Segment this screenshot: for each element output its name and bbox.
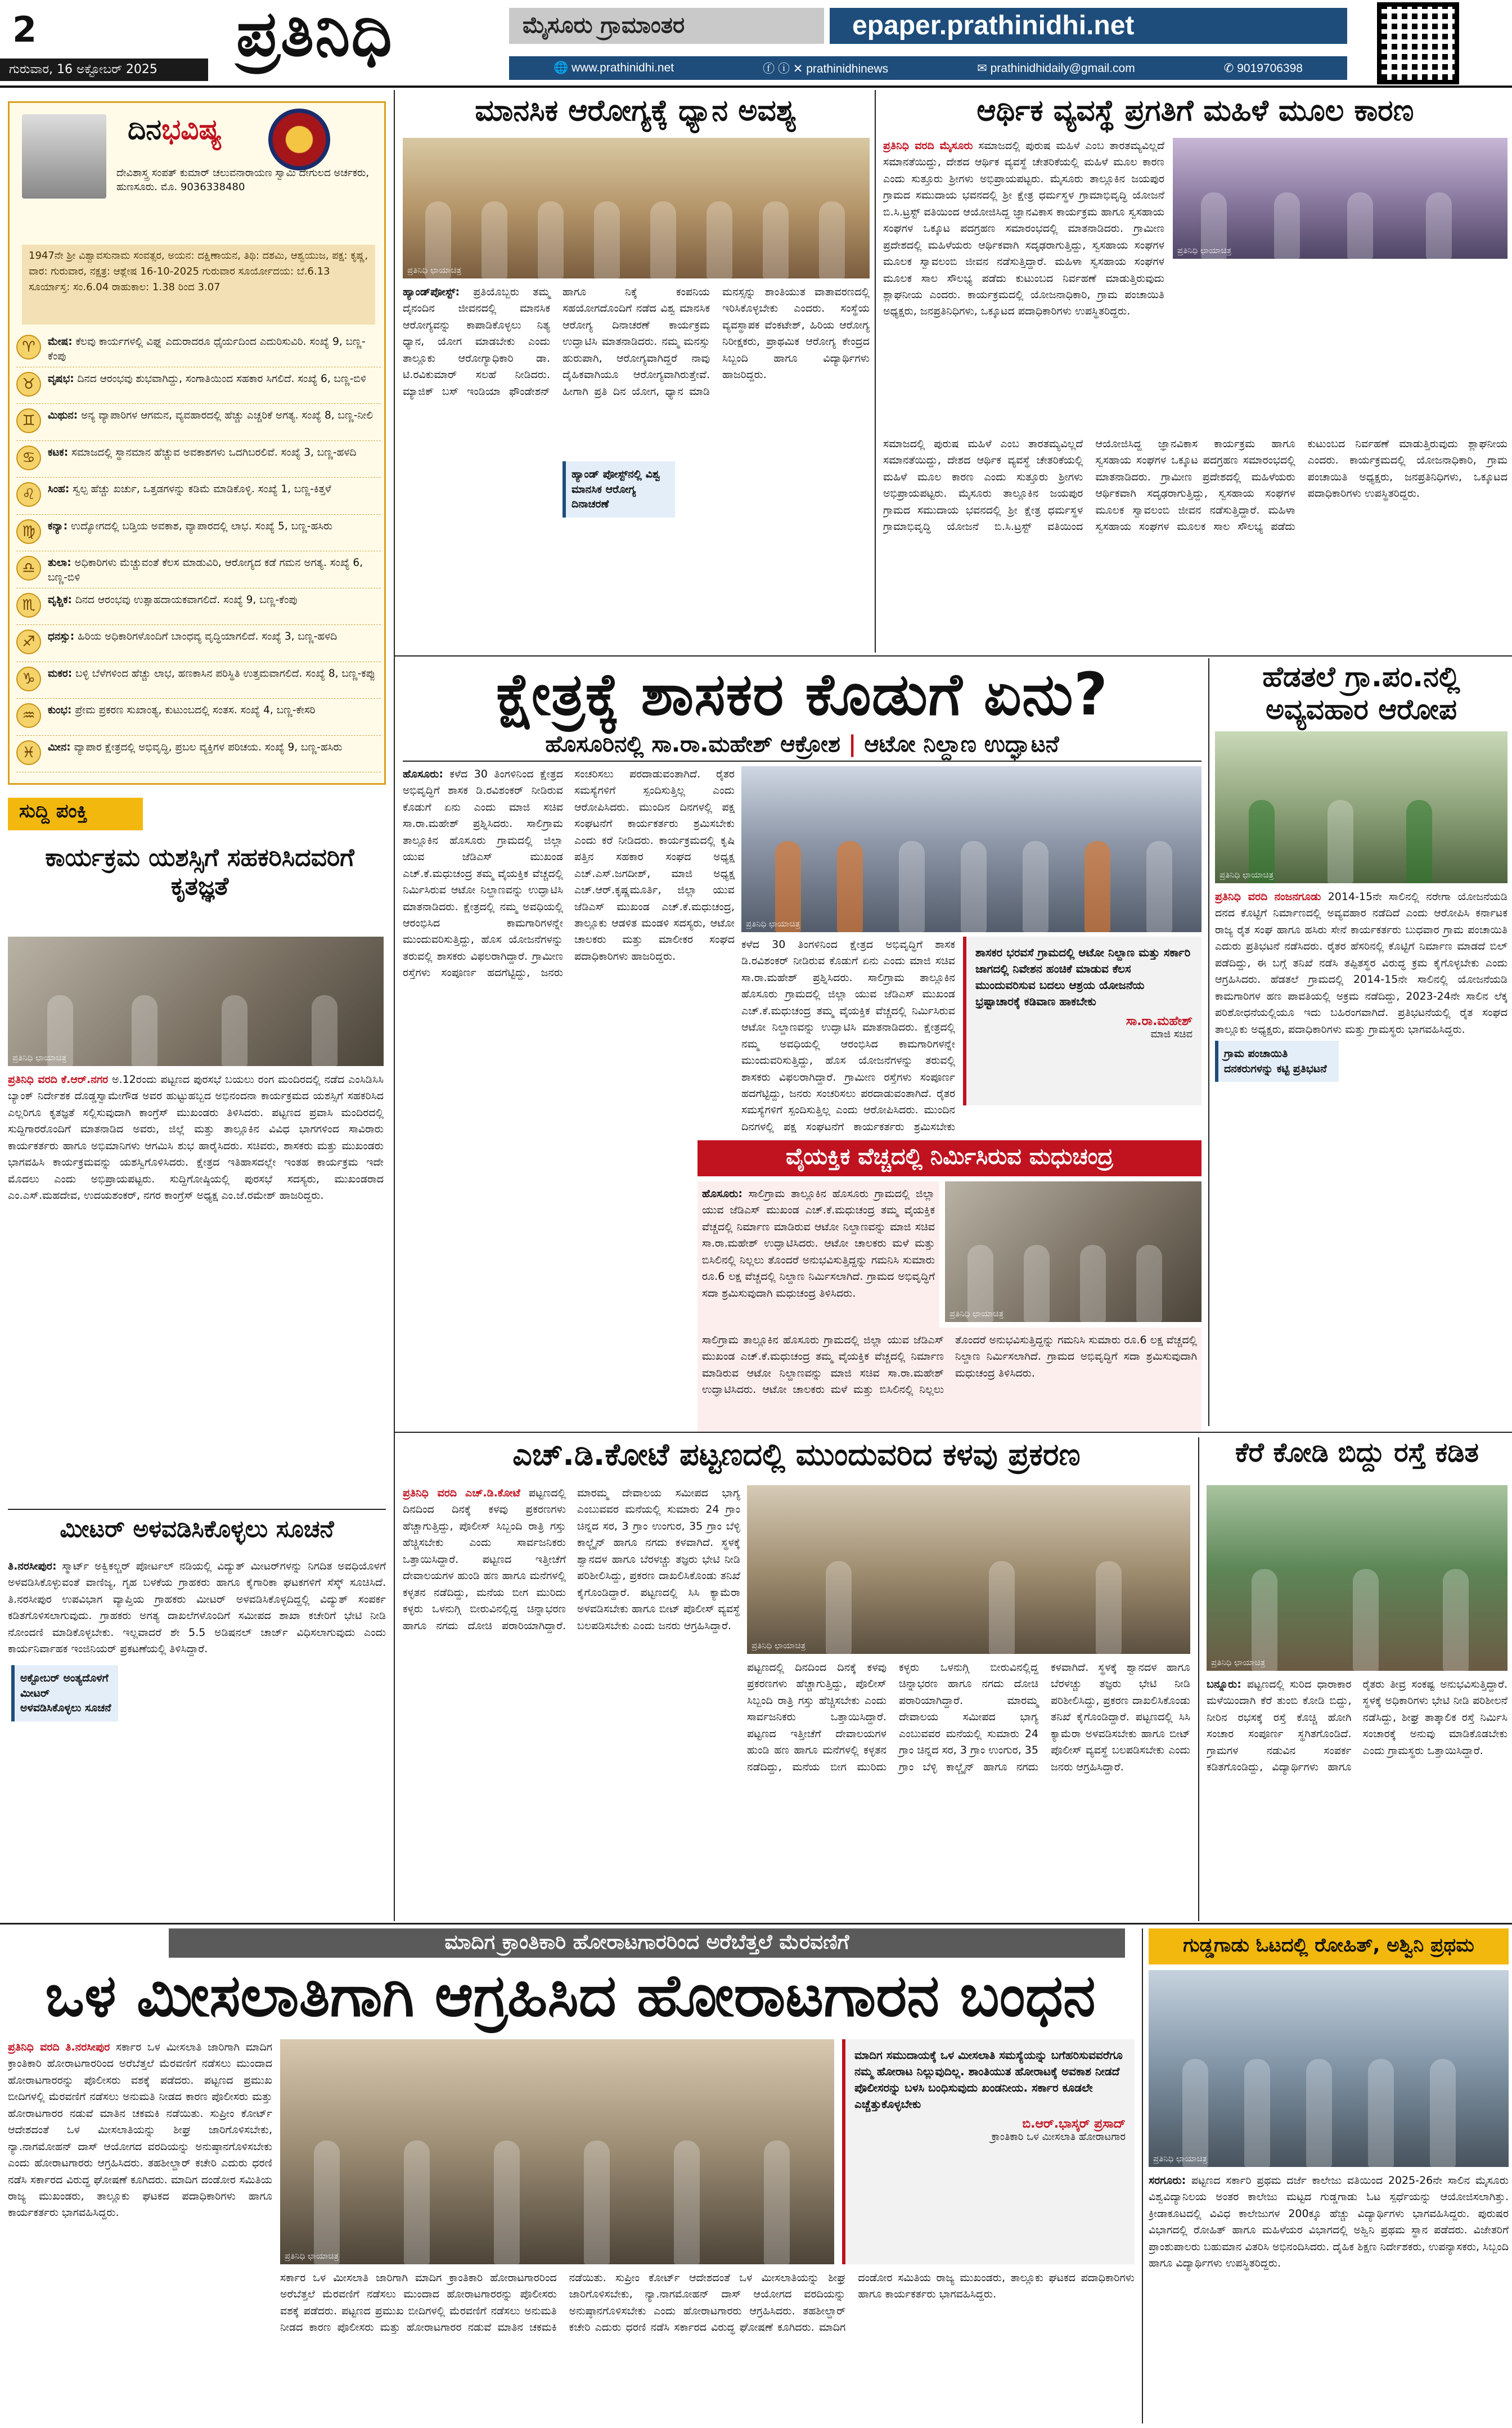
- hedathale-callout: ಗ್ರಾಮ ಪಂಚಾಯಿತಿ ದನಕರುಗಳನ್ನು ಕಟ್ಟಿ ಪ್ರತಿಭಟನೆ: [1215, 1041, 1339, 1082]
- lead-photo: [741, 766, 1202, 932]
- zodiac-item: [16, 478, 381, 515]
- photo-credit: ಪ್ರತಿನಿಧಿ ಛಾಯಾಚಿತ್ರ: [1177, 245, 1232, 255]
- zodiac-item: [16, 441, 381, 478]
- zodiac-item: [16, 367, 381, 404]
- zodiac-sign-icon: ♌: [16, 482, 41, 507]
- edition-name: ಮೈಸೂರು ಗ್ರಾಮಾಂತರ: [509, 8, 824, 44]
- horoscope-box: [8, 101, 386, 785]
- theft-headline: ಎಚ್.ಡಿ.ಕೋಟೆ ಪಟ್ಟಣದಲ್ಲಿ ಮುಂದುವರಿದ ಕಳವು ಪ್ರಕರಣ: [512, 1437, 1081, 1472]
- zodiac-list: [16, 330, 381, 772]
- hedathale-photo: [1215, 731, 1508, 883]
- zodiac-item: [16, 551, 381, 588]
- zodiac-item: [16, 404, 381, 441]
- photo-credit: ಪ್ರತಿನಿಧಿ ಛಾಯಾಚಿತ್ರ: [407, 265, 462, 275]
- zodiac-sign-icon: ♉: [16, 372, 41, 397]
- photo-credit: ಪ್ರತಿನಿಧಿ ಛಾಯಾಚಿತ್ರ: [746, 919, 800, 929]
- photo-credit: ಪ್ರತಿನಿಧಿ ಛಾಯಾಚಿತ್ರ: [1153, 2153, 1208, 2164]
- lead-box-title: ವೈಯಕ್ತಿಕ ವೆಚ್ಚದಲ್ಲಿ ನಿರ್ಮಿಸಿರುವ ಮಧುಚಂದ್ರ: [698, 1140, 1202, 1176]
- zodiac-sign-icon: ♊: [16, 408, 41, 433]
- kere-headline: ಕೆರೆ ಕೋಡಿ ಬಿದ್ದು ರಸ್ತೆ ಕಡಿತ: [1235, 1437, 1479, 1468]
- reservation-quote: ಮಾದಿಗ ಸಮುದಾಯಕ್ಕೆ ಒಳ ಮೀಸಲಾತಿ ಸಮಸ್ಯೆಯನ್ನು ಬಗೆಹರಿಸುವವರೆಗೂ ನಮ್ಮ ಹೋರಾಟ ನಿಲ್ಲುವುದಿಲ್ಲ. ಶಾಂತಿಯುತ ಹೋರಾಟಕ್ಕೆ ಅವಕಾಶ ನೀಡದೆ ಪೊಲೀಸರನ್ನು ಬಳಸಿ ಬಂಧಿಸುವುದು ಖಂಡನೀಯ. ಸರ್ಕಾರ ಕೂಡಲೇ ಎಚ್ಚೆತ್ತುಕೊಳ್ಳಬೇಕು ಬಿ.ಆರ್.ಭಾಸ್ಕರ್ ಪ್ರಸಾದ್ ಕ್ರಾಂತಿಕಾರಿ ಒಳ ಮೀಸಲಾತಿ ಹೋರಾಟಗಾರ: [842, 2039, 1135, 2264]
- economy-article: ಸಮಾಜದಲ್ಲಿ ಪುರುಷ ಮಹಿಳೆ ಎಂಬ ತಾರತಮ್ಯವಿಲ್ಲದೆ ಸಮಾನತೆಯಿದ್ದು, ದೇಶದ ಆರ್ಥಿಕ ವ್ಯವಸ್ಥೆ ಚೇತರಿಕೆಯಲ್ಲಿ ಮಹಿಳೆ ಮೂಲ ಕಾರಣ ಎಂದು ಸುತ್ತೂರು ಶ್ರೀಗಳು ಅಭಿಪ್ರಾಯಪಟ್ಟರು. ಮೈಸೂರು ತಾಲ್ಲೂಕಿನ ಜಯಪುರ ಗ್ರಾಮದ ಸಮುದಾಯ ಭವನದಲ್ಲಿ ಶ್ರೀ ಕ್ಷೇತ್ರ ಧರ್ಮಸ್ಥಳ ಗ್ರಾಮಾಭಿವೃದ್ಧಿ ಯೋಜನೆ ಬಿ.ಸಿ.ಟ್ರಸ್ಟ್ ವತಿಯಿಂದ ಆಯೋಜಿಸಿದ್ದ ಜ್ಞಾನವಿಕಾಸ ಕಾರ್ಯಕ್ರಮ ಹಾಗೂ ಸ್ವಸಹಾಯ ಸಂಘಗಳ ಒಕ್ಕೂಟ ಪದಗ್ರಹಣ ಸಮಾರಂಭದಲ್ಲಿ ಮಾತನಾಡಿದರು. ಗ್ರಾಮೀಣ ಪ್ರದೇಶದಲ್ಲಿ ಮಹಿಳೆಯರು ಆರ್ಥಿಕವಾಗಿ ಸದೃಢರಾಗುತ್ತಿದ್ದು, ಸ್ವಸಹಾಯ ಸಂಘಗಳ ಮೂಲಕ ಸ್ವಾವಲಂಬಿ ಜೀವನ ನಡೆಸುತ್ತಿದ್ದಾರೆ. ಮಹಿಳಾ ಸ್ವಸಹಾಯ ಸಂಘಗಳ ಮೂಲಕ ಸಾಲ ಸೌಲಭ್ಯ ಪಡೆದು ಕುಟುಂಬದ ನಿರ್ವಹಣೆ ಮಾಡುತ್ತಿರುವುದು ಶ್ಲಾಘನೀಯ ಎಂದರು. ಕಾರ್ಯಕ್ರಮದಲ್ಲಿ ಯೋಜನಾಧಿಕಾರಿ, ಗ್ರಾಮ ಪಂಚಾಯಿತಿ ಅಧ್ಯಕ್ಷರು, ಜನಪ್ರತಿನಿಧಿಗಳು, ಒಕ್ಕೂಟದ ಪದಾಧಿಕಾರಿಗಳು ಉಪಸ್ಥಿತರಿದ್ದರು.: [883, 438, 1508, 533]
- zodiac-wheel-icon: [268, 109, 330, 170]
- sports-headline: ಗುಡ್ಡಗಾಡು ಓಟದಲ್ಲಿ ರೋಹಿತ್, ಅಶ್ವಿನಿ ಪ್ರಥಮ: [1149, 1928, 1509, 1964]
- zodiac-sign-icon: ♋: [16, 446, 41, 470]
- section-tag: ಸುದ್ದಿ ಪಂಕ್ತಿ: [8, 798, 143, 830]
- photo-credit: ಪ್ರತಿನಿಧಿ ಛಾಯಾಚಿತ್ರ: [1220, 870, 1274, 880]
- newspaper-logo: ಪ್ರತಿನಿಧಿ: [236, 0, 393, 70]
- social-handle[interactable]: ⓕ ⓘ ✕ prathinidhinews: [763, 62, 889, 75]
- zodiac-sign-icon: ♍: [16, 519, 41, 544]
- theft-article-b: ಪಟ್ಟಣದಲ್ಲಿ ದಿನದಿಂದ ದಿನಕ್ಕೆ ಕಳವು ಪ್ರಕರಣಗಳು ಹೆಚ್ಚಾಗುತ್ತಿದ್ದು, ಪೊಲೀಸ್ ಸಿಬ್ಬಂದಿ ರಾತ್ರಿ ಗಸ್ತು ಹೆಚ್ಚಿಸಬೇಕು ಎಂದು ಸಾರ್ವಜನಿಕರು ಒತ್ತಾಯಿಸಿದ್ದಾರೆ. ಪಟ್ಟಣದ ಇತ್ತೀಚೆಗೆ ದೇವಾಲಯಗಳ ಹುಂಡಿ ಹಣ ಹಾಗೂ ಮನೆಗಳಲ್ಲಿ ಕಳ್ಳತನ ನಡೆದಿದ್ದು, ಮನೆಯ ಬೀಗ ಮುರಿದು ಕಳ್ಳರು ಒಳನುಗ್ಗಿ ಬೀರುವಿನಲ್ಲಿದ್ದ ಚಿನ್ನಾಭರಣ ಹಾಗೂ ನಗದು ದೋಚಿ ಪರಾರಿಯಾಗಿದ್ದಾರೆ. ಮಾರಮ್ಮ ದೇವಾಲಯ ಸಮೀಪದ ಭಾಗ್ಯ ಎಂಬುವವರ ಮನೆಯಲ್ಲಿ ಸುಮಾರು 24 ಗ್ರಾಂ ಚಿನ್ನದ ಸರ, 3 ಗ್ರಾಂ ಉಂಗುರ, 35 ಗ್ರಾಂ ಬೆಳ್ಳಿ ಕಾಲ್ಚೈನ್ ಹಾಗೂ ನಗದು ಕಳವಾಗಿದೆ. ಸ್ಥಳಕ್ಕೆ ಶ್ವಾನದಳ ಹಾಗೂ ಬೆರಳಚ್ಚು ತಜ್ಞರು ಭೇಟಿ ನೀಡಿ ಪರಿಶೀಲಿಸಿದ್ದು, ಪ್ರಕರಣ ದಾಖಲಿಸಿಕೊಂಡು ತನಿಖೆ ಕೈಗೊಂಡಿದ್ದಾರೆ. ಪಟ್ಟಣದಲ್ಲಿ ಸಿಸಿ ಕ್ಯಾಮೆರಾ ಅಳವಡಿಸಬೇಕು ಹಾಗೂ ಬೀಟ್ ಪೊಲೀಸ್ ವ್ಯವಸ್ಥೆ ಬಲಪಡಿಸಬೇಕು ಎಂದು ಜನರು ಆಗ್ರಹಿಸಿದ್ದಾರೆ.: [747, 1661, 1190, 1773]
- zodiac-reading: ಧನಸ್ಸು: ಹಿರಿಯ ಅಧಿಕಾರಿಗಳೊಂದಿಗೆ ಬಾಂಧವ್ಯ ವೃದ್ಧಿಯಾಗಲಿದೆ. ಸಂಖ್ಯೆ 3, ಬಣ್ಣ-ಹಳದಿ: [48, 631, 338, 642]
- photo-credit: ಪ್ರತಿನಿಧಿ ಛಾಯಾಚಿತ್ರ: [950, 1309, 1004, 1319]
- lead-subhead: ಹೊಸೂರಿನಲ್ಲಿ ಸಾ.ರಾ.ಮಹೇಶ್ ಆಕ್ರೋಶ | ಆಟೋ ನಿಲ್ದಾಣ ಉದ್ಘಾಟನೆ: [545, 731, 1059, 757]
- zodiac-reading: ಮಿಥುನ: ಅನ್ಯ ವ್ಯಾಪಾರಿಗಳ ಆಗಮನ, ವ್ಯವಹಾರದಲ್ಲಿ ಹೆಚ್ಚು ಎಚ್ಚರಿಕೆ ಅಗತ್ಯ. ಸಂಖ್ಯೆ 8, ಬಣ್ಣ-ನೀಲಿ: [48, 410, 373, 421]
- reservation-kicker: ಮಾದಿಗ ಕ್ರಾಂತಿಕಾರಿ ಹೋರಾಟಗಾರರಿಂದ ಅರೆಬೆತ್ತಲೆ ಮೆರವಣಿಗೆ: [169, 1928, 1125, 1958]
- photo-credit: ಪ್ರತಿನಿಧಿ ಛಾಯಾಚಿತ್ರ: [12, 1053, 67, 1063]
- email-link[interactable]: ✉ prathinidhidaily@gmail.com: [977, 61, 1135, 75]
- reservation-article-b: ಸರ್ಕಾರ ಒಳ ಮೀಸಲಾತಿ ಜಾರಿಗಾಗಿ ಮಾದಿಗ ಕ್ರಾಂತಿಕಾರಿ ಹೋರಾಟಗಾರರಿಂದ ಅರೆಬೆತ್ತಲೆ ಮೆರವಣಿಗೆ ನಡೆಸಲು ಮುಂದಾದ ಹೋರಾಟಗಾರರನ್ನು ಪೊಲೀಸರು ವಶಕ್ಕೆ ಪಡೆದರು. ಪಟ್ಟಣದ ಪ್ರಮುಖ ಬೀದಿಗಳಲ್ಲಿ ಮೆರವಣಿಗೆ ನಡೆಸಲು ಅನುಮತಿ ನೀಡದ ಕಾರಣ ಪೊಲೀಸರು ಮತ್ತು ಹೋರಾಟಗಾರರ ನಡುವೆ ಮಾತಿನ ಚಕಮಕಿ ನಡೆಯಿತು. ಸುಪ್ರೀಂ ಕೋರ್ಟ್ ಆದೇಶದಂತೆ ಒಳ ಮೀಸಲಾತಿಯನ್ನು ಶೀಘ್ರ ಜಾರಿಗೊಳಿಸಬೇಕು, ನ್ಯಾ.ನಾಗಮೋಹನ್ ದಾಸ್ ಆಯೋಗದ ವರದಿಯನ್ನು ಅನುಷ್ಠಾನಗೊಳಿಸಬೇಕು ಎಂದು ಹೋರಾಟಗಾರರು ಆಗ್ರಹಿಸಿದರು. ತಹಶೀಲ್ದಾರ್ ಕಚೇರಿ ಎದುರು ಧರಣಿ ನಡೆಸಿ ಸರ್ಕಾರದ ವಿರುದ್ಧ ಘೋಷಣೆ ಕೂಗಿದರು. ಮಾದಿಗ ದಂಡೋರ ಸಮಿತಿಯ ರಾಜ್ಯ ಮುಖಂಡರು, ತಾಲ್ಲೂಕು ಘಟಕದ ಪದಾಧಿಕಾರಿಗಳು ಹಾಗೂ ಕಾರ್ಯಕರ್ತರು ಭಾಗವಹಿಸಿದ್ದರು.: [280, 2272, 1135, 2334]
- zodiac-item: [16, 515, 381, 552]
- zodiac-sign-icon: ♈: [16, 335, 41, 359]
- qr-code[interactable]: [1377, 2, 1459, 84]
- astrologer-credit: ದೇವಿಶಾಸ್ತ್ರ ಸಂಪತ್ ಕುಮಾರ್ ಚಲುವನಾರಾಯಣ ಸ್ವಾಮಿ ದೇಗುಲದ ಅರ್ಚಕರು, ಹುಣಸೂರು. ಮೊ. 9036338480: [116, 167, 370, 194]
- zodiac-reading: ತುಲಾ: ಅಧಿಕಾರಿಗಳು ಮೆಚ್ಚುವಂತೆ ಕೆಲಸ ಮಾಡುವಿರಿ, ಆರೋಗ್ಯದ ಕಡೆ ಗಮನ ಅಗತ್ಯ. ಸಂಖ್ಯೆ 6, ಬಣ್ಣ-ಬಿಳಿ: [48, 557, 363, 583]
- zodiac-sign-icon: ♐: [16, 630, 41, 654]
- zodiac-item: [16, 330, 381, 367]
- zodiac-reading: ವೃಶ್ಚಿಕ: ದಿನದ ಆರಂಭವು ಉತ್ಸಾಹದಾಯಕವಾಗಲಿದೆ. ಸಂಖ್ಯೆ 9, ಬಣ್ಣ-ಕೆಂಪು: [48, 593, 298, 606]
- lead-box-article: ಹೊಸೂರು: ಸಾಲಿಗ್ರಾಮ ತಾಲ್ಲೂಕಿನ ಹೊಸೂರು ಗ್ರಾಮದಲ್ಲಿ ಜಿಲ್ಲಾ ಯುವ ಜೆಡಿಎಸ್ ಮುಖಂಡ ಎಚ್.ಕೆ.ಮಧುಚಂದ್ರ ತಮ್ಮ ವೈಯಕ್ತಿಕ ವೆಚ್ಚದಲ್ಲಿ ನಿರ್ಮಾಣ ಮಾಡಿರುವ ಆಟೋ ನಿಲ್ದಾಣವನ್ನು ಮಾಜಿ ಸಚಿವ ಸಾ.ರಾ.ಮಹೇಶ್ ಉದ್ಘಾಟಿಸಿದರು. ಆಟೋ ಚಾಲಕರು ಮಳೆ ಮತ್ತು ಬಿಸಿಲಿನಲ್ಲಿ ನಿಲ್ಲಲು ತೊಂದರೆ ಅನುಭವಿಸುತ್ತಿದ್ದನ್ನು ಗಮನಿಸಿ ಸುಮಾರು ರೂ.6 ಲಕ್ಷ ವೆಚ್ಚದಲ್ಲಿ ನಿಲ್ದಾಣ ನಿರ್ಮಿಸಲಾಗಿದೆ. ಗ್ರಾಮದ ಅಭಿವೃದ್ಧಿಗೆ ಸದಾ ಶ್ರಮಿಸುವುದಾಗಿ ಮಧುಚಂದ್ರ ತಿಳಿಸಿದರು.: [698, 1181, 939, 1418]
- reservation-article-a: ಪ್ರತಿನಿಧಿ ವರದಿ ತಿ.ನರಸೀಪುರ ಸರ್ಕಾರ ಒಳ ಮೀಸಲಾತಿ ಜಾರಿಗಾಗಿ ಮಾದಿಗ ಕ್ರಾಂತಿಕಾರಿ ಹೋರಾಟಗಾರರಿಂದ ಅರೆಬೆತ್ತಲೆ ಮೆರವಣಿಗೆ ನಡೆಸಲು ಮುಂದಾದ ಹೋರಾಟಗಾರರನ್ನು ಪೊಲೀಸರು ವಶಕ್ಕೆ ಪಡೆದರು. ಪಟ್ಟಣದ ಪ್ರಮುಖ ಬೀದಿಗಳಲ್ಲಿ ಮೆರವಣಿಗೆ ನಡೆಸಲು ಅನುಮತಿ ನೀಡದ ಕಾರಣ ಪೊಲೀಸರು ಮತ್ತು ಹೋರಾಟಗಾರರ ನಡುವೆ ಮಾತಿನ ಚಕಮಕಿ ನಡೆಯಿತು. ಸುಪ್ರೀಂ ಕೋರ್ಟ್ ಆದೇಶದಂತೆ ಒಳ ಮೀಸಲಾತಿಯನ್ನು ಶೀಘ್ರ ಜಾರಿಗೊಳಿಸಬೇಕು, ನ್ಯಾ.ನಾಗಮೋಹನ್ ದಾಸ್ ಆಯೋಗದ ವರದಿಯನ್ನು ಅನುಷ್ಠಾನಗೊಳಿಸಬೇಕು ಎಂದು ಹೋರಾಟಗಾರರು ಆಗ್ರಹಿಸಿದರು. ತಹಶೀಲ್ದಾರ್ ಕಚೇರಿ ಎದುರು ಧರಣಿ ನಡೆಸಿ ಸರ್ಕಾರದ ವಿರುದ್ಧ ಘೋಷಣೆ ಕೂಗಿದರು. ಮಾದಿಗ ದಂಡೋರ ಸಮಿತಿಯ ರಾಜ್ಯ ಮುಖಂಡರು, ತಾಲ್ಲೂಕು ಘಟಕದ ಪದಾಧಿಕಾರಿಗಳು ಹಾಗೂ ಕಾರ್ಯಕರ್ತರು ಭಾಗವಹಿಸಿದ್ದರು.: [8, 2041, 272, 2219]
- zodiac-reading: ಕುಂಭ: ಪ್ರೇಮ ಪ್ರಕರಣ ಸುಖಾಂತ್ಯ, ಕುಟುಂಬದಲ್ಲಿ ಸಂತಸ. ಸಂಖ್ಯೆ 4, ಬಣ್ಣ-ಕೇಸರಿ: [48, 704, 316, 716]
- lead-quote: ಶಾಸಕರ ಭರವಸೆ ಗ್ರಾಮದಲ್ಲಿ ಆಟೋ ನಿಲ್ದಾಣ ಮತ್ತು ಸರ್ಕಾರಿ ಜಾಗದಲ್ಲಿ ನಿವೇಶನ ಹಂಚಿಕೆ ಮಾಡುವ ಕೆಲಸ ಮುಂದುವರಿಸುವ ಬದಲು ಆಶ್ರಯ ಯೋಜನೆಯ ಭ್ರಷ್ಟಾಚಾರಕ್ಕೆ ಕಡಿವಾಣ ಹಾಕಬೇಕು ಸಾ.ರಾ.ಮಹೇಶ್ ಮಾಜಿ ಸಚಿವ: [963, 937, 1202, 1105]
- economy-headline: ಆರ್ಥಿಕ ವ್ಯವಸ್ಥೆ ಪ್ರಗತಿಗೆ ಮಹಿಳೆ ಮೂಲ ಕಾರಣ: [976, 94, 1414, 128]
- sudda-headline: ಕಾರ್ಯಕ್ರಮ ಯಶಸ್ಸಿಗೆ ಸಹಕರಿಸಿದವರಿಗೆ ಕೃತಜ್ಞತೆ: [45, 843, 354, 901]
- sports-photo: [1149, 1970, 1509, 2167]
- theft-article-a: ಪ್ರತಿನಿಧಿ ವರದಿ ಎಚ್.ಡಿ.ಕೋಟೆ ಪಟ್ಟಣದಲ್ಲಿ ದಿನದಿಂದ ದಿನಕ್ಕೆ ಕಳವು ಪ್ರಕರಣಗಳು ಹೆಚ್ಚಾಗುತ್ತಿದ್ದು, ಪೊಲೀಸ್ ಸಿಬ್ಬಂದಿ ರಾತ್ರಿ ಗಸ್ತು ಹೆಚ್ಚಿಸಬೇಕು ಎಂದು ಸಾರ್ವಜನಿಕರು ಒತ್ತಾಯಿಸಿದ್ದಾರೆ. ಪಟ್ಟಣದ ಇತ್ತೀಚೆಗೆ ದೇವಾಲಯಗಳ ಹುಂಡಿ ಹಣ ಹಾಗೂ ಮನೆಗಳಲ್ಲಿ ಕಳ್ಳತನ ನಡೆದಿದ್ದು, ಮನೆಯ ಬೀಗ ಮುರಿದು ಕಳ್ಳರು ಒಳನುಗ್ಗಿ ಬೀರುವಿನಲ್ಲಿದ್ದ ಚಿನ್ನಾಭರಣ ಹಾಗೂ ನಗದು ದೋಚಿ ಪರಾರಿಯಾಗಿದ್ದಾರೆ. ಮಾರಮ್ಮ ದೇವಾಲಯ ಸಮೀಪದ ಭಾಗ್ಯ ಎಂಬುವವರ ಮನೆಯಲ್ಲಿ ಸುಮಾರು 24 ಗ್ರಾಂ ಚಿನ್ನದ ಸರ, 3 ಗ್ರಾಂ ಉಂಗುರ, 35 ಗ್ರಾಂ ಬೆಳ್ಳಿ ಕಾಲ್ಚೈನ್ ಹಾಗೂ ನಗದು ಕಳವಾಗಿದೆ. ಸ್ಥಳಕ್ಕೆ ಶ್ವಾನದಳ ಹಾಗೂ ಬೆರಳಚ್ಚು ತಜ್ಞರು ಭೇಟಿ ನೀಡಿ ಪರಿಶೀಲಿಸಿದ್ದು, ಪ್ರಕರಣ ದಾಖಲಿಸಿಕೊಂಡು ತನಿಖೆ ಕೈಗೊಂಡಿದ್ದಾರೆ. ಪಟ್ಟಣದಲ್ಲಿ ಸಿಸಿ ಕ್ಯಾಮೆರಾ ಅಳವಡಿಸಬೇಕು ಹಾಗೂ ಬೀಟ್ ಪೊಲೀಸ್ ವ್ಯವಸ್ಥೆ ಬಲಪಡಿಸಬೇಕು ಎಂದು ಜನರು ಆಗ್ರಹಿಸಿದ್ದಾರೆ.: [403, 1487, 740, 1632]
- mental-headline: ಮಾನಸಿಕ ಆರೋಗ್ಯಕ್ಕೆ ಧ್ಯಾನ ಅವಶ್ಯ: [475, 94, 796, 128]
- economy-photo: [1173, 138, 1508, 259]
- zodiac-reading: ಮೀನ: ವ್ಯಾಪಾರ ಕ್ಷೇತ್ರದಲ್ಲಿ ಅಭಿವೃದ್ಧಿ, ಪ್ರಬಲ ವ್ಯಕ್ತಿಗಳ ಪರಿಚಯ. ಸಂಖ್ಯೆ 9, ಬಣ್ಣ-ಹಸಿರು: [48, 741, 343, 753]
- sudda-photo: [8, 937, 384, 1066]
- website-link[interactable]: 🌐 www.prathinidhi.net: [554, 61, 674, 74]
- hedathale-headline: ಹೆಡತಲೆ ಗ್ರಾ.ಪಂ.ನಲ್ಲಿ ಅವ್ಯವಹಾರ ಆರೋಪ: [1262, 660, 1460, 726]
- mental-article: ಹ್ಯಾಂಡ್‌ಪೋಸ್ಟ್: ಪ್ರತಿಯೊಬ್ಬರು ತಮ್ಮ ದೈನಂದಿನ ಜೀವನದಲ್ಲಿ ಮಾನಸಿಕ ಆರೋಗ್ಯವನ್ನು ಕಾಪಾಡಿಕೊಳ್ಳಲು ನಿತ್ಯ ಧ್ಯಾನ, ಯೋಗ ಮಾಡಬೇಕು ಎಂದು ತಾಲ್ಲೂಕು ಆರೋಗ್ಯಾಧಿಕಾರಿ ಡಾ. ಟಿ.ರವಿಕುಮಾರ್ ಸಲಹೆ ನೀಡಿದರು. ಮ್ಯಾಜಿಕ್ ಬಸ್ ಇಂಡಿಯಾ ಫೌಂಡೇಶನ್ ಹಾಗೂ ನಿಕ್ಕೆ ಕಂಪನಿಯ ಸಹಯೋಗದೊಂದಿಗೆ ನಡೆದ ವಿಶ್ವ ಮಾನಸಿಕ ಆರೋಗ್ಯ ದಿನಾಚರಣೆ ಕಾರ್ಯಕ್ರಮ ಉದ್ಘಾಟಿಸಿ ಮಾತನಾಡಿದರು. ನಮ್ಮ ಮನಸ್ಸು ಹುರುಪಾಗಿ, ಆರೋಗ್ಯವಾಗಿದ್ದರೆ ನಾವು ದೈಹಿಕವಾಗಿಯೂ ಆರೋಗ್ಯವಾಗಿರುತ್ತೇವೆ. ಹೀಗಾಗಿ ಪ್ರತಿ ದಿನ ಯೋಗ, ಧ್ಯಾನ ಮಾಡಿ ಮನಸ್ಸನ್ನು ಶಾಂತಿಯುತ ವಾತಾವರಣದಲ್ಲಿ ಇರಿಸಿಕೊಳ್ಳಬೇಕು ಎಂದರು. ಸಂಸ್ಥೆಯ ವ್ಯವಸ್ಥಾಪಕ ವೆಂಕಟೇಶ್, ಹಿರಿಯ ಆರೋಗ್ಯ ನಿರೀಕ್ಷಕರು, ಪ್ರಾಥಮಿಕ ಆರೋಗ್ಯ ಕೇಂದ್ರದ ಸಿಬ್ಬಂದಿ ಹಾಗೂ ವಿದ್ಯಾರ್ಥಿಗಳು ಹಾಜರಿದ್ದರು.: [403, 286, 870, 398]
- photo-credit: ಪ್ರತಿನಿಧಿ ಛಾಯಾಚಿತ್ರ: [752, 1640, 806, 1651]
- zodiac-item: [16, 588, 381, 626]
- kere-photo: [1207, 1485, 1508, 1671]
- zodiac-sign-icon: ♏: [16, 593, 41, 618]
- sports-article: ಸರಗೂರು: ಪಟ್ಟಣದ ಸರ್ಕಾರಿ ಪ್ರಥಮ ದರ್ಜೆ ಕಾಲೇಜು ವತಿಯಿಂದ 2025-26ನೇ ಸಾಲಿನ ಮೈಸೂರು ವಿಶ್ವವಿದ್ಯಾನಿಲಯ ಅಂತರ ಕಾಲೇಜು ಮಟ್ಟದ ಗುಡ್ಡಗಾಡು ಓಟ ಸ್ಪರ್ಧೆಯನ್ನು ಆಯೋಜಿಸಲಾಗಿತ್ತು. ಕ್ರೀಡಾಕೂಟದಲ್ಲಿ ವಿವಿಧ ಕಾಲೇಜುಗಳ 200ಕ್ಕೂ ಹೆಚ್ಚು ವಿದ್ಯಾರ್ಥಿಗಳು ಭಾಗವಹಿಸಿದ್ದರು. ಪುರುಷರ ವಿಭಾಗದಲ್ಲಿ ರೋಹಿತ್ ಹಾಗೂ ಮಹಿಳೆಯರ ವಿಭಾಗದಲ್ಲಿ ಅಶ್ವಿನಿ ಪ್ರಥಮ ಸ್ಥಾನ ಪಡೆದರು. ವಿಜೇತರಿಗೆ ಪ್ರಾಂಶುಪಾಲರು ಬಹುಮಾನ ವಿತರಿಸಿ ಅಭಿನಂದಿಸಿದರು. ದೈಹಿಕ ಶಿಕ್ಷಣ ನಿರ್ದೇಶಕರು, ಉಪನ್ಯಾಸಕರು, ಸಿಬ್ಬಂದಿ ಹಾಗೂ ವಿದ್ಯಾರ್ಥಿಗಳು ಉಪಸ್ಥಿತರಿದ್ದರು.: [1149, 2174, 1509, 2270]
- meter-callout: ಅಕ್ಟೋಬರ್ ಅಂತ್ಯದೊಳಗೆ ಮೀಟರ್ ಅಳವಡಿಸಿಕೊಳ್ಳಲು ಸೂಚನೆ: [11, 1665, 118, 1721]
- kere-article: ಬನ್ನೂರು: ಪಟ್ಟಣದಲ್ಲಿ ಸುರಿದ ಧಾರಾಕಾರ ಮಳೆಯಿಂದಾಗಿ ಕೆರೆ ತುಂಬಿ ಕೋಡಿ ಬಿದ್ದು, ನೀರಿನ ರಭಸಕ್ಕೆ ರಸ್ತೆ ಕೊಚ್ಚಿ ಹೋಗಿ ಸಂಚಾರ ಸಂಪೂರ್ಣ ಸ್ಥಗಿತಗೊಂಡಿದೆ. ಗ್ರಾಮಗಳ ನಡುವಿನ ಸಂಪರ್ಕ ಕಡಿತಗೊಂಡಿದ್ದು, ವಿದ್ಯಾರ್ಥಿಗಳು ಹಾಗೂ ರೈತರು ತೀವ್ರ ಸಂಕಷ್ಟ ಅನುಭವಿಸುತ್ತಿದ್ದಾರೆ. ಸ್ಥಳಕ್ಕೆ ಅಧಿಕಾರಿಗಳು ಭೇಟಿ ನೀಡಿ ಪರಿಶೀಲನೆ ನಡೆಸಿದ್ದು, ಶೀಘ್ರ ತಾತ್ಕಾಲಿಕ ರಸ್ತೆ ನಿರ್ಮಿಸಿ ಸಂಚಾರಕ್ಕೆ ಅನುವು ಮಾಡಿಕೊಡಬೇಕು ಎಂದು ಗ್ರಾಮಸ್ಥರು ಒತ್ತಾಯಿಸಿದ್ದಾರೆ.: [1207, 1678, 1508, 1774]
- zodiac-item: [16, 625, 381, 662]
- photo-credit: ಪ್ರತಿನಿಧಿ ಛಾಯಾಚಿತ್ರ: [285, 2251, 339, 2261]
- phone-number: ✆ 9019706398: [1223, 61, 1303, 75]
- reservation-headline: ಒಳ ಮೀಸಲಾತಿಗಾಗಿ ಆಗ್ರಹಿಸಿದ ಹೋರಾಟಗಾರನ ಬಂಧನ: [45, 1961, 1096, 2030]
- zodiac-reading: ವೃಷಭ: ದಿನದ ಆರಂಭವು ಶುಭವಾಗಿದ್ದು, ಸಂಗಾತಿಯಿಂದ ಸಹಕಾರ ಸಿಗಲಿದೆ. ಸಂಖ್ಯೆ 6, ಬಣ್ಣ-ಬಿಳಿ: [48, 372, 366, 385]
- lead-box-photo: [945, 1181, 1202, 1322]
- horoscope-title: ದಿನಭವಿಷ್ಯ: [128, 113, 222, 146]
- meter-article: ತಿ.ನರಸೀಪುರ: ಸ್ಮಾರ್ಟ್ ಅಕ್ವಿಕಲ್ಚರ್ ಪೋರ್ಟಲ್ ನಡಿಯಲ್ಲಿ ವಿದ್ಯುತ್ ಮೀಟರ್‌ಗಳನ್ನು ನಿಗದಿತ ಅವಧಿಯೊಳಗೆ ಅಳವಡಿಸಿಕೊಳ್ಳುವಂತೆ ವಾಣಿಜ್ಯ, ಗೃಹ ಬಳಕೆಯ ಗ್ರಾಹಕರು ಹಾಗೂ ಕೈಗಾರಿಕಾ ಘಟಕಗಳಿಗೆ ಸೆಸ್ಕ್ ಸೂಚಿಸಿದೆ. ತಿ.ನರಸೀಪುರ ಉಪವಿಭಾಗ ವ್ಯಾಪ್ತಿಯ ಗ್ರಾಹಕರು ಮೀಟರ್ ಅಳವಡಿಸಿಕೊಳ್ಳದಿದ್ದಲ್ಲಿ ವಿದ್ಯುತ್ ಸಂಪರ್ಕ ಕಡಿತಗೊಳಿಸಲಾಗುವುದು. ಗ್ರಾಹಕರು ಅಗತ್ಯ ದಾಖಲೆಗಳೊಂದಿಗೆ ಸಮೀಪದ ಶಾಖಾ ಕಚೇರಿಗೆ ಭೇಟಿ ನೀಡಿ ನೋಂದಣಿ ಮಾಡಿಕೊಳ್ಳಬೇಕು. ಇಲ್ಲವಾದರೆ ಶೇ 5.5 ಅಡಿಷನಲ್ ಚಾರ್ಜ್ ವಿಧಿಸಲಾಗುವುದು ಎಂದು ಕಾರ್ಯನಿರ್ವಾಹಕ ಇಂಜಿನಿಯರ್ ಪ್ರಕಟಣೆಯಲ್ಲಿ ತಿಳಿಸಿದ್ದಾರೆ.: [8, 1560, 386, 1656]
- hedathale-article: ಪ್ರತಿನಿಧಿ ವರದಿ ನಂಜನಗೂಡು 2014-15ನೇ ಸಾಲಿನಲ್ಲಿ ನರೇಗಾ ಯೋಜನೆಯಡಿ ದನದ ಕೊಟ್ಟಿಗೆ ನಿರ್ಮಾಣದಲ್ಲಿ ಅವ್ಯವಹಾರ ನಡೆದಿದೆ ಎಂದು ಆರೋಪಿಸಿ ಕರ್ನಾಟಕ ರಾಜ್ಯ ರೈತ ಸಂಘ ಹಾಗೂ ಹಸಿರು ಸೇನೆ ಕಾರ್ಯಕರ್ತರು ಬುಧವಾರ ಗ್ರಾಮ ಪಂಚಾಯಿತಿ ಎದುರು ಪ್ರತಿಭಟನೆ ನಡೆಸಿದರು. ರೈತರ ಹೆಸರಿನಲ್ಲಿ ಕೊಟ್ಟಿಗೆ ನಿರ್ಮಾಣ ಮಾಡದೆ ಬಿಲ್ ಪಡೆದಿದ್ದು, ಈ ಬಗ್ಗೆ ತನಿಖೆ ನಡೆಸಿ ತಪ್ಪಿತಸ್ಥರ ವಿರುದ್ಧ ಕ್ರಮ ಕೈಗೊಳ್ಳಬೇಕು ಎಂದು ಆಗ್ರಹಿಸಿದರು. ಹೆಡತಲೆ ಗ್ರಾಮದಲ್ಲಿ 2014-15ನೇ ಸಾಲಿನಲ್ಲಿ ಯೋಜನೆಯಡಿ ಕಾಮಗಾರಿಗಳ ಹಣ ಪಾವತಿಯಲ್ಲಿ ಅಕ್ರಮ ನಡೆದಿದ್ದು, 2023-24ನೇ ಸಾಲಿನ ಲೆಕ್ಕ ಪರಿಶೋಧನೆಯಲ್ಲಿಯೂ ಇದು ಬಹಿರಂಗವಾಗಿದೆ. ಪ್ರತಿಭಟನೆಯಲ್ಲಿ ರೈತ ಸಂಘದ ತಾಲ್ಲೂಕು ಅಧ್ಯಕ್ಷರು, ಪದಾಧಿಕಾರಿಗಳು ಮತ್ತು ಗ್ರಾಮಸ್ಥರು ಭಾಗವಹಿಸಿದ್ದರು.: [1215, 891, 1508, 1036]
- zodiac-item: [16, 699, 381, 736]
- meter-headline: ಮೀಟರ್ ಅಳವಡಿಸಿಕೊಳ್ಳಲು ಸೂಚನೆ: [60, 1515, 334, 1543]
- page-number: 2: [12, 9, 37, 50]
- issue-date: ಗುರುವಾರ, 16 ಅಕ್ಟೋಬರ್ 2025: [0, 59, 208, 81]
- zodiac-sign-icon: ♒: [16, 703, 41, 728]
- zodiac-sign-icon: ♎: [16, 556, 41, 581]
- mental-photo: [403, 138, 870, 278]
- epaper-url[interactable]: epaper.prathinidhi.net: [830, 8, 1347, 44]
- zodiac-reading: ಮೇಷ: ಕೆಲವು ಕಾರ್ಯಗಳಲ್ಲಿ ವಿಘ್ನ ಎದುರಾದರೂ ಧೈರ್ಯದಿಂದ ಎದುರಿಸುವಿರಿ. ಸಂಖ್ಯೆ 9, ಬಣ್ಣ-ಕೆಂಪು: [48, 336, 366, 362]
- zodiac-reading: ಮಕರ: ಬಳ್ಳಿ ಬೆಳೆಗಳಿಂದ ಹೆಚ್ಚು ಲಾಭ, ಹಣಕಾಸಿನ ಪರಿಸ್ಥಿತಿ ಉತ್ತಮವಾಗಲಿದೆ. ಸಂಖ್ಯೆ 8, ಬಣ್ಣ-ಕಪ್ಪು: [48, 667, 376, 680]
- sudda-article: ಪ್ರತಿನಿಧಿ ವರದಿ ಕೆ.ಆರ್.ನಗರ ಅ.12ರಂದು ಪಟ್ಟಣದ ಪುರಸಭೆ ಬಯಲು ರಂಗ ಮಂದಿರದಲ್ಲಿ ನಡೆದ ಎಂಸಿಡಿಸಿಸಿ ಬ್ಯಾಂಕ್ ನಿರ್ದೇಶಕ ದೊಡ್ಡಸ್ವಾಮೇಗೌಡ ಅವರ ಹುಟ್ಟುಹಬ್ಬದ ಅಭಿನಂದನಾ ಕಾರ್ಯಕ್ರಮದ ಯಶಸ್ಸಿಗೆ ಸಹಕರಿಸಿದ ಎಲ್ಲರಿಗೂ ಕೃತಜ್ಞತೆ ಸಲ್ಲಿಸುವುದಾಗಿ ಕಾಂಗ್ರೆಸ್ ಮುಖಂಡರು ತಿಳಿಸಿದರು. ಪಟ್ಟಣದ ಪ್ರವಾಸಿ ಮಂದಿರದಲ್ಲಿ ಸುದ್ದಿಗಾರರೊಂದಿಗೆ ಮಾತನಾಡಿದ ಅವರು, ಜಿಲ್ಲೆ ಮತ್ತು ತಾಲ್ಲೂಕಿನ ವಿವಿಧ ಭಾಗಗಳಿಂದ ಸಾವಿರಾರು ಕಾರ್ಯಕರ್ತರು ಹಾಗೂ ಅಭಿಮಾನಿಗಳು ಆಗಮಿಸಿ ಶುಭ ಹಾರೈಸಿದರು. ಸಚಿವರು, ಶಾಸಕರು ಮತ್ತು ಮುಖಂಡರು ಭಾಗವಹಿಸಿ ಕಾರ್ಯಕ್ರಮವನ್ನು ಯಶಸ್ವಿಗೊಳಿಸಿದರು. ಕ್ಷೇತ್ರದ ಇತಿಹಾಸದಲ್ಲೇ ಇಂತಹ ಕಾರ್ಯಕ್ರಮ ಇದೇ ಮೊದಲು ಎಂದು ಅಭಿಪ್ರಾಯಪಟ್ಟರು. ಸುದ್ದಿಗೋಷ್ಠಿಯಲ್ಲಿ ಪುರಸಭೆ ಸದಸ್ಯರು, ಮುಖಂಡರಾದ ಎಂ.ಎಸ್.ಮಹದೇವ, ಉದಯಶಂಕರ್, ನಗರ ಕಾಂಗ್ರೆಸ್ ಅಧ್ಯಕ್ಷ ಎಂ.ಜೆ.ರಮೇಶ್ ಹಾಜರಿದ್ದರು.: [8, 1073, 384, 1202]
- zodiac-sign-icon: ♑: [16, 667, 41, 691]
- zodiac-sign-icon: ♓: [16, 740, 41, 765]
- lead-article-2: ಕಳೆದ 30 ತಿಂಗಳಿನಿಂದ ಕ್ಷೇತ್ರದ ಅಭಿವೃದ್ಧಿಗೆ ಶಾಸಕ ಡಿ.ರವಿಶಂಕರ್ ನೀಡಿರುವ ಕೊಡುಗೆ ಏನು ಎಂದು ಮಾಜಿ ಸಚಿವ ಸಾ.ರಾ.ಮಹೇಶ್ ಪ್ರಶ್ನಿಸಿದರು. ಸಾಲಿಗ್ರಾಮ ತಾಲ್ಲೂಕಿನ ಹೊಸೂರು ಗ್ರಾಮದಲ್ಲಿ ಜಿಲ್ಲಾ ಯುವ ಜೆಡಿಎಸ್ ಮುಖಂಡ ಎಚ್.ಕೆ.ಮಧುಚಂದ್ರ ತಮ್ಮ ವೈಯಕ್ತಿಕ ವೆಚ್ಚದಲ್ಲಿ ನಿರ್ಮಿಸಿರುವ ಆಟೋ ನಿಲ್ದಾಣವನ್ನು ಉದ್ಘಾಟಿಸಿ ಮಾತನಾಡಿದರು. ಕ್ಷೇತ್ರದಲ್ಲಿ ನಮ್ಮ ಅವಧಿಯಲ್ಲಿ ಆರಂಭಿಸಿದ ಕಾಮಗಾರಿಗಳನ್ನೇ ಮುಂದುವರಿಸುತ್ತಿದ್ದು, ಹೊಸ ಯೋಜನೆಗಳನ್ನು ತರುವಲ್ಲಿ ಶಾಸಕರು ವಿಫಲರಾಗಿದ್ದಾರೆ. ಗ್ರಾಮೀಣ ರಸ್ತೆಗಳು ಸಂಪೂರ್ಣ ಹದಗೆಟ್ಟಿದ್ದು, ಜನರು ಸಂಚರಿಸಲು ಪರದಾಡುವಂತಾಗಿದೆ. ರೈತರ ಸಮಸ್ಯೆಗಳಿಗೆ ಸ್ಪಂದಿಸುತ್ತಿಲ್ಲ ಎಂದು ಆರೋಪಿಸಿದರು. ಮುಂದಿನ ದಿನಗಳಲ್ಲಿ ಪಕ್ಷ ಸಂಘಟನೆಗೆ ಕಾರ್ಯಕರ್ತರು ಶ್ರಮಿಸಬೇಕು: [741, 938, 955, 1133]
- zodiac-reading: ಸಿಂಹ: ಸ್ವಲ್ಪ ಹೆಚ್ಚು ಖರ್ಚು, ಒತ್ತಡಗಳನ್ನು ಕಡಿಮೆ ಮಾಡಿಕೊಳ್ಳಿ. ಸಂಖ್ಯೆ 1, ಬಣ್ಣ-ಕಿತ್ತಳೆ: [48, 483, 331, 495]
- lead-box-article-2: ಸಾಲಿಗ್ರಾಮ ತಾಲ್ಲೂಕಿನ ಹೊಸೂರು ಗ್ರಾಮದಲ್ಲಿ ಜಿಲ್ಲಾ ಯುವ ಜೆಡಿಎಸ್ ಮುಖಂಡ ಎಚ್.ಕೆ.ಮಧುಚಂದ್ರ ತಮ್ಮ ವೈಯಕ್ತಿಕ ವೆಚ್ಚದಲ್ಲಿ ನಿರ್ಮಾಣ ಮಾಡಿರುವ ಆಟೋ ನಿಲ್ದಾಣವನ್ನು ಮಾಜಿ ಸಚಿವ ಸಾ.ರಾ.ಮಹೇಶ್ ಉದ್ಘಾಟಿಸಿದರು. ಆಟೋ ಚಾಲಕರು ಮಳೆ ಮತ್ತು ಬಿಸಿಲಿನಲ್ಲಿ ನಿಲ್ಲಲು ತೊಂದರೆ ಅನುಭವಿಸುತ್ತಿದ್ದನ್ನು ಗಮನಿಸಿ ಸುಮಾರು ರೂ.6 ಲಕ್ಷ ವೆಚ್ಚದಲ್ಲಿ ನಿಲ್ದಾಣ ನಿರ್ಮಿಸಲಾಗಿದೆ. ಗ್ರಾಮದ ಅಭಿವೃದ್ಧಿಗೆ ಸದಾ ಶ್ರಮಿಸುವುದಾಗಿ ಮಧುಚಂದ್ರ ತಿಳಿಸಿದರು.: [698, 1328, 1202, 1432]
- mental-callout: ಹ್ಯಾಂಡ್ ಪೋಸ್ಟ್‌ನಲ್ಲಿ ವಿಶ್ವ ಮಾನಸಿಕ ಆರೋಗ್ಯ ದಿನಾಚರಣೆ: [562, 461, 675, 518]
- panchang-details: 1947ನೇ ಶ್ರೀ ವಿಶ್ವಾವಸುನಾಮ ಸಂವತ್ಸರ, ಅಯನ: ದಕ್ಷಿಣಾಯನ, ತಿಥಿ: ದಶಮಿ, ಆಶ್ವಯುಜ, ಪಕ್ಷ: ಕೃಷ್ಣ, ವಾರ: ಗುರುವಾರ, ನಕ್ಷತ್ರ: ಆಶ್ಲೇಷ 16-10-2025 ಗುರುವಾರ ಸೂರ್ಯೋದಯ: ಬೆ.6.13 ಸೂರ್ಯಾಸ್ತ: ಸಂ.6.04 ರಾಹುಕಾಲ: 1.38 ರಿಂದ 3.07: [22, 245, 375, 325]
- lead-headline: ಕ್ಷೇತ್ರಕ್ಕೆ ಶಾಸಕರ ಕೊಡುಗೆ ಏನು?: [496, 660, 1109, 729]
- zodiac-reading: ಕನ್ಯಾ: ಉದ್ಯೋಗದಲ್ಲಿ ಬಡ್ತಿಯ ಅವಕಾಶ, ವ್ಯಾಪಾರದಲ್ಲಿ ಲಾಭ. ಸಂಖ್ಯೆ 5, ಬಣ್ಣ-ಹಸಿರು: [48, 520, 332, 532]
- zodiac-item: [16, 736, 381, 773]
- masthead: [0, 0, 1512, 84]
- zodiac-reading: ಕಟಕ: ಸಮಾಜದಲ್ಲಿ ಸ್ಥಾನಮಾನ ಹೆಚ್ಚುವ ಅವಕಾಶಗಳು ಒದಗಿಬರಲಿವೆ. ಸಂಖ್ಯೆ 3, ಬಣ್ಣ-ಹಳದಿ: [48, 446, 357, 458]
- contact-bar: [509, 56, 1347, 80]
- economy-lead: ಪ್ರತಿನಿಧಿ ವರದಿ ಮೈಸೂರು ಸಮಾಜದಲ್ಲಿ ಪುರುಷ ಮಹಿಳೆ ಎಂಬ ತಾರತಮ್ಯವಿಲ್ಲದೆ ಸಮಾನತೆಯಿದ್ದು, ದೇಶದ ಆರ್ಥಿಕ ವ್ಯವಸ್ಥೆ ಚೇತರಿಕೆಯಲ್ಲಿ ಮಹಿಳೆ ಮೂಲ ಕಾರಣ ಎಂದು ಸುತ್ತೂರು ಶ್ರೀಗಳು ಅಭಿಪ್ರಾಯಪಟ್ಟರು. ಮೈಸೂರು ತಾಲ್ಲೂಕಿನ ಜಯಪುರ ಗ್ರಾಮದ ಸಮುದಾಯ ಭವನದಲ್ಲಿ ಶ್ರೀ ಕ್ಷೇತ್ರ ಧರ್ಮಸ್ಥಳ ಗ್ರಾಮಾಭಿವೃದ್ಧಿ ಯೋಜನೆ ಬಿ.ಸಿ.ಟ್ರಸ್ಟ್ ವತಿಯಿಂದ ಆಯೋಜಿಸಿದ್ದ ಜ್ಞಾನವಿಕಾಸ ಕಾರ್ಯಕ್ರಮ ಹಾಗೂ ಸ್ವಸಹಾಯ ಸಂಘಗಳ ಒಕ್ಕೂಟ ಪದಗ್ರಹಣ ಸಮಾರಂಭದಲ್ಲಿ ಮಾತನಾಡಿದರು. ಗ್ರಾಮೀಣ ಪ್ರದೇಶದಲ್ಲಿ ಮಹಿಳೆಯರು ಆರ್ಥಿಕವಾಗಿ ಸದೃಢರಾಗುತ್ತಿದ್ದು, ಸ್ವಸಹಾಯ ಸಂಘಗಳ ಮೂಲಕ ಸ್ವಾವಲಂಬಿ ಜೀವನ ನಡೆಸುತ್ತಿದ್ದಾರೆ. ಮಹಿಳಾ ಸ್ವಸಹಾಯ ಸಂಘಗಳ ಮೂಲಕ ಸಾಲ ಸೌಲಭ್ಯ ಪಡೆದು ಕುಟುಂಬದ ನಿರ್ವಹಣೆ ಮಾಡುತ್ತಿರುವುದು ಶ್ಲಾಘನೀಯ ಎಂದರು. ಕಾರ್ಯಕ್ರಮದಲ್ಲಿ ಯೋಜನಾಧಿಕಾರಿ, ಗ್ರಾಮ ಪಂಚಾಯಿತಿ ಅಧ್ಯಕ್ಷರು, ಜನಪ್ರತಿನಿಧಿಗಳು, ಒಕ್ಕೂಟದ ಪದಾಧಿಕಾರಿಗಳು ಉಪಸ್ಥಿತರಿದ್ದರು.: [883, 140, 1164, 318]
- lead-article-col: ಹೊಸೂರು: ಕಳೆದ 30 ತಿಂಗಳಿನಿಂದ ಕ್ಷೇತ್ರದ ಅಭಿವೃದ್ಧಿಗೆ ಶಾಸಕ ಡಿ.ರವಿಶಂಕರ್ ನೀಡಿರುವ ಕೊಡುಗೆ ಏನು ಎಂದು ಮಾಜಿ ಸಚಿವ ಸಾ.ರಾ.ಮಹೇಶ್ ಪ್ರಶ್ನಿಸಿದರು. ಸಾಲಿಗ್ರಾಮ ತಾಲ್ಲೂಕಿನ ಹೊಸೂರು ಗ್ರಾಮದಲ್ಲಿ ಜಿಲ್ಲಾ ಯುವ ಜೆಡಿಎಸ್ ಮುಖಂಡ ಎಚ್.ಕೆ.ಮಧುಚಂದ್ರ ತಮ್ಮ ವೈಯಕ್ತಿಕ ವೆಚ್ಚದಲ್ಲಿ ನಿರ್ಮಿಸಿರುವ ಆಟೋ ನಿಲ್ದಾಣವನ್ನು ಉದ್ಘಾಟಿಸಿ ಮಾತನಾಡಿದರು. ಕ್ಷೇತ್ರದಲ್ಲಿ ನಮ್ಮ ಅವಧಿಯಲ್ಲಿ ಆರಂಭಿಸಿದ ಕಾಮಗಾರಿಗಳನ್ನೇ ಮುಂದುವರಿಸುತ್ತಿದ್ದು, ಹೊಸ ಯೋಜನೆಗಳನ್ನು ತರುವಲ್ಲಿ ಶಾಸಕರು ವಿಫಲರಾಗಿದ್ದಾರೆ. ಗ್ರಾಮೀಣ ರಸ್ತೆಗಳು ಸಂಪೂರ್ಣ ಹದಗೆಟ್ಟಿದ್ದು, ಜನರು ಸಂಚರಿಸಲು ಪರದಾಡುವಂತಾಗಿದೆ. ರೈತರ ಸಮಸ್ಯೆಗಳಿಗೆ ಸ್ಪಂದಿಸುತ್ತಿಲ್ಲ ಎಂದು ಆರೋಪಿಸಿದರು. ಮುಂದಿನ ದಿನಗಳಲ್ಲಿ ಪಕ್ಷ ಸಂಘಟನೆಗೆ ಕಾರ್ಯಕರ್ತರು ಶ್ರಮಿಸಬೇಕು ಎಂದು ಕರೆ ನೀಡಿದರು. ಕಾರ್ಯಕ್ರಮದಲ್ಲಿ ಕೃಷಿ ಪತ್ತಿನ ಸಹಕಾರ ಸಂಘದ ಅಧ್ಯಕ್ಷ ಎಚ್.ಎಸ್.ಜಗದೀಶ್, ಮಾಜಿ ಅಧ್ಯಕ್ಷ ಎಚ್.ಆರ್.ಕೃಷ್ಣಮೂರ್ತಿ, ಜಿಲ್ಲಾ ಯುವ ಜೆಡಿಎಸ್ ಮುಖಂಡ ಎಚ್.ಕೆ.ಮಧುಚಂದ್ರ, ತಾಲ್ಲೂಕು ಆಡಳಿತ ಮಂಡಳಿ ಸದಸ್ಯರು, ಆಟೋ ಚಾಲಕರು ಮತ್ತು ಮಾಲೀಕರ ಸಂಘದ ಪದಾಧಿಕಾರಿಗಳು ಹಾಜರಿದ್ದರು.: [403, 768, 735, 979]
- photo-credit: ಪ್ರತಿನಿಧಿ ಛಾಯಾಚಿತ್ರ: [1211, 1657, 1266, 1667]
- astrologer-photo: [22, 114, 106, 199]
- theft-photo: [747, 1485, 1190, 1654]
- reservation-photo: [280, 2039, 834, 2264]
- zodiac-item: [16, 662, 381, 699]
